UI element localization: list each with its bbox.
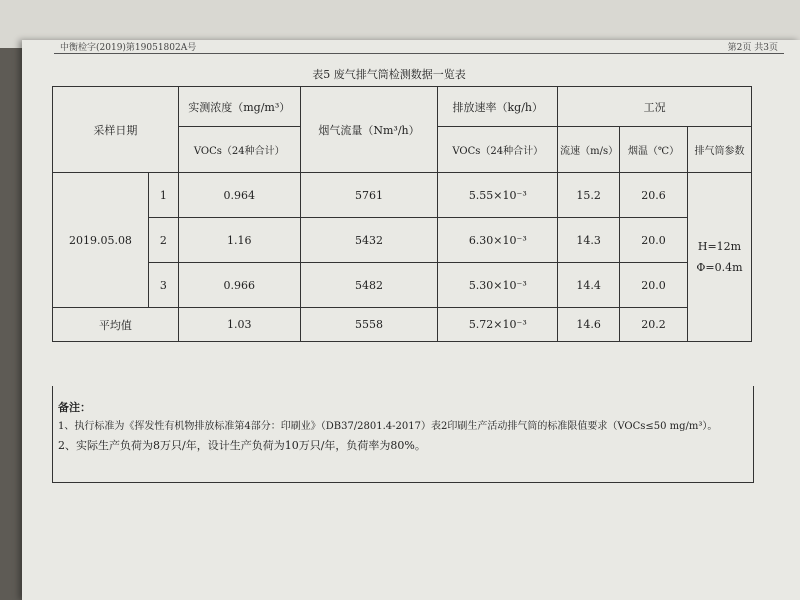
concentration-value: 1.16: [178, 218, 300, 263]
header-flue-gas-flow: 烟气流量（Nm³/h）: [300, 87, 438, 173]
concentration-value: 0.964: [178, 173, 300, 218]
page-number: 第2页 共3页: [727, 43, 778, 53]
notes: [58, 398, 748, 455]
average-temp: 20.2: [620, 308, 688, 342]
header-emission-rate: 排放速率（kg/h）: [438, 87, 558, 127]
rate-value: 6.30×10⁻³: [438, 218, 558, 263]
concentration-value: 0.966: [178, 263, 300, 308]
flow-value: 5482: [300, 263, 438, 308]
flow-value: 5432: [300, 218, 438, 263]
table-row: [53, 218, 752, 263]
row-number: 2: [148, 218, 178, 263]
temp-value: 20.0: [620, 263, 688, 308]
exhaust-data-table: [52, 86, 752, 342]
sampling-date: 2019.05.08: [53, 173, 149, 308]
header-rate-vocs: VOCs（24种合计）: [438, 127, 558, 173]
stack-height: H=12m: [697, 240, 742, 253]
temp-value: 20.0: [620, 218, 688, 263]
average-concentration: 1.03: [178, 308, 300, 342]
header-flow-speed: 流速（m/s）: [558, 127, 620, 173]
table-row: [53, 263, 752, 308]
header-working-condition: 工况: [558, 87, 752, 127]
row-number: 1: [148, 173, 178, 218]
average-flow: 5558: [300, 308, 438, 342]
header-concentration-vocs: VOCs（24种合计）: [178, 127, 300, 173]
table-row-average: [53, 308, 752, 342]
row-number: 3: [148, 263, 178, 308]
header-measured-concentration: 实测浓度（mg/m³）: [178, 87, 300, 127]
report-number: 中衡检字(2019)第19051802A号: [60, 43, 197, 53]
flow-value: 5761: [300, 173, 438, 218]
notes-title: 备注：: [58, 401, 91, 414]
average-rate: 5.72×10⁻³: [438, 308, 558, 342]
stack-parameters: [687, 173, 751, 342]
temp-value: 20.6: [620, 173, 688, 218]
note-line-1: 1、执行标准为《挥发性有机物排放标准第4部分：印刷业》（DB37/2801.4-2017）表2印刷生产活动排气筒的标准限值要求（VOCs≤50 mg/m³）。: [58, 421, 718, 432]
table-caption: 表5 废气排气筒检测数据一览表: [312, 68, 466, 81]
header-flue-temp: 烟温（℃）: [620, 127, 688, 173]
rate-value: 5.30×10⁻³: [438, 263, 558, 308]
speed-value: 14.4: [558, 263, 620, 308]
header-rule: [54, 53, 784, 54]
speed-value: 14.3: [558, 218, 620, 263]
rate-value: 5.55×10⁻³: [438, 173, 558, 218]
note-line-2: 2、实际生产负荷为8万只/年，设计生产负荷为10万只/年，负荷率为80%。: [58, 439, 426, 452]
speed-value: 15.2: [558, 173, 620, 218]
header-sampling-date: 采样日期: [53, 87, 179, 173]
average-speed: 14.6: [558, 308, 620, 342]
stack-diameter: Φ=0.4m: [696, 261, 743, 274]
page-header: [60, 36, 778, 54]
table-row: [53, 173, 752, 218]
average-label: 平均值: [53, 308, 179, 342]
header-stack-params: 排气筒参数: [687, 127, 751, 173]
